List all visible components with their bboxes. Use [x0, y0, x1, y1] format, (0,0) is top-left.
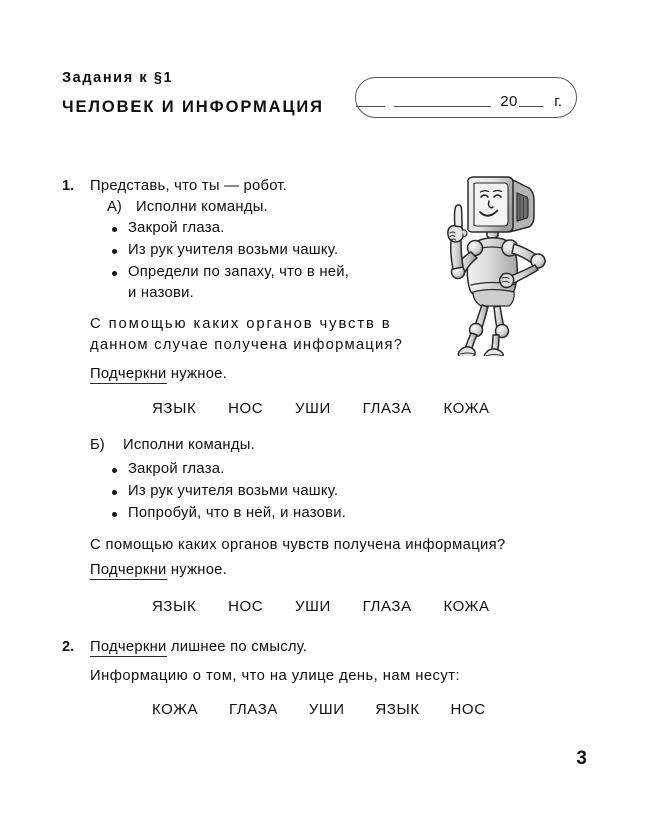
task-1b-bullet-3: Попробуй, что в ней, и назови.: [128, 505, 347, 521]
date-year-blank[interactable]: [519, 106, 543, 107]
bullet-icon: [112, 490, 117, 495]
bullet-icon: [112, 468, 117, 473]
task-1b-instruction-rest: нужное.: [170, 562, 228, 578]
option-yazyk[interactable]: ЯЗЫК: [152, 598, 197, 615]
option-ushi[interactable]: УШИ: [295, 400, 331, 417]
option-kozha[interactable]: КОЖА: [443, 400, 490, 417]
option-yazyk[interactable]: ЯЗЫК: [152, 400, 197, 417]
task-1a-question-line-1: С помощью каких органов чувств в: [90, 316, 392, 332]
page-number: 3: [576, 748, 587, 769]
option-ushi[interactable]: УШИ: [295, 598, 331, 615]
task-1a-question-line-2: данном случае получена информация?: [90, 337, 404, 353]
task-1-intro: Представь, что ты — робот.: [90, 178, 288, 194]
date-field-content: [356, 93, 576, 110]
option-kozha[interactable]: КОЖА: [443, 598, 490, 615]
page-title: ЧЕЛОВЕК И ИНФОРМАЦИЯ: [62, 98, 324, 116]
option-nos[interactable]: НОС: [228, 400, 264, 417]
task-1b-instruction: [90, 562, 227, 578]
task-2-instruction: [90, 639, 307, 655]
bullet-icon: [112, 249, 117, 254]
task-1a-instruction-rest: нужное.: [170, 366, 228, 382]
task-1-part-b-label: Б): [90, 437, 105, 453]
task-1-number: 1.: [62, 178, 75, 194]
date-year-suffix: г.: [554, 93, 562, 110]
task-2-number: 2.: [62, 639, 75, 655]
task-1b-bullet-2: Из рук учителя возьми чашку.: [128, 483, 339, 499]
option-glaza[interactable]: ГЛАЗА: [228, 701, 278, 718]
task-1a-instruction: [90, 366, 227, 382]
task-1a-bullet-1: Закрой глаза.: [128, 220, 225, 236]
task-1-part-a-label: А): [107, 199, 122, 215]
task-1b-options-row: [152, 598, 490, 615]
task-1a-bullet-3-cont: и назови.: [128, 285, 194, 301]
option-yazyk[interactable]: ЯЗЫК: [375, 701, 420, 718]
option-nos[interactable]: НОС: [450, 701, 486, 718]
task-2-options-row: [152, 701, 486, 718]
task-1a-bullet-3: Определи по запаху, что в ней,: [128, 264, 350, 280]
task-1a-instruction-keyword: Подчеркни: [90, 366, 167, 382]
option-nos[interactable]: НОС: [228, 598, 264, 615]
task-1a-options-row: [152, 400, 490, 417]
task-2-statement: Информацию о том, что на улице день, нам несут:: [90, 668, 461, 684]
bullet-icon: [112, 271, 117, 276]
task-2-instruction-rest: лишнее по смыслу.: [170, 639, 308, 655]
section-subtitle: Задания к §1: [62, 70, 174, 86]
date-month-blank[interactable]: [394, 106, 491, 107]
task-1b-bullet-1: Закрой глаза.: [128, 461, 225, 477]
task-1b-instruction-keyword: Подчеркни: [90, 562, 167, 578]
bullet-icon: [112, 227, 117, 232]
robot-pointing-illustration: [437, 166, 557, 356]
option-ushi[interactable]: УШИ: [308, 701, 345, 718]
task-1-part-b-heading: Исполни команды.: [123, 437, 255, 453]
option-glaza[interactable]: ГЛАЗА: [362, 598, 412, 615]
date-day-blank[interactable]: [356, 106, 385, 107]
task-1a-bullet-2: Из рук учителя возьми чашку.: [128, 242, 339, 258]
task-1-part-a-heading: Исполни команды.: [136, 199, 268, 215]
option-glaza[interactable]: ГЛАЗА: [362, 400, 412, 417]
date-year-prefix: 20: [500, 93, 518, 110]
task-2-instruction-keyword: Подчеркни: [90, 639, 167, 655]
option-kozha[interactable]: КОЖА: [152, 701, 199, 718]
task-1b-question: С помощью каких органов чувств получена информация?: [90, 537, 506, 553]
bullet-icon: [112, 512, 117, 517]
date-field-box[interactable]: [355, 77, 577, 118]
